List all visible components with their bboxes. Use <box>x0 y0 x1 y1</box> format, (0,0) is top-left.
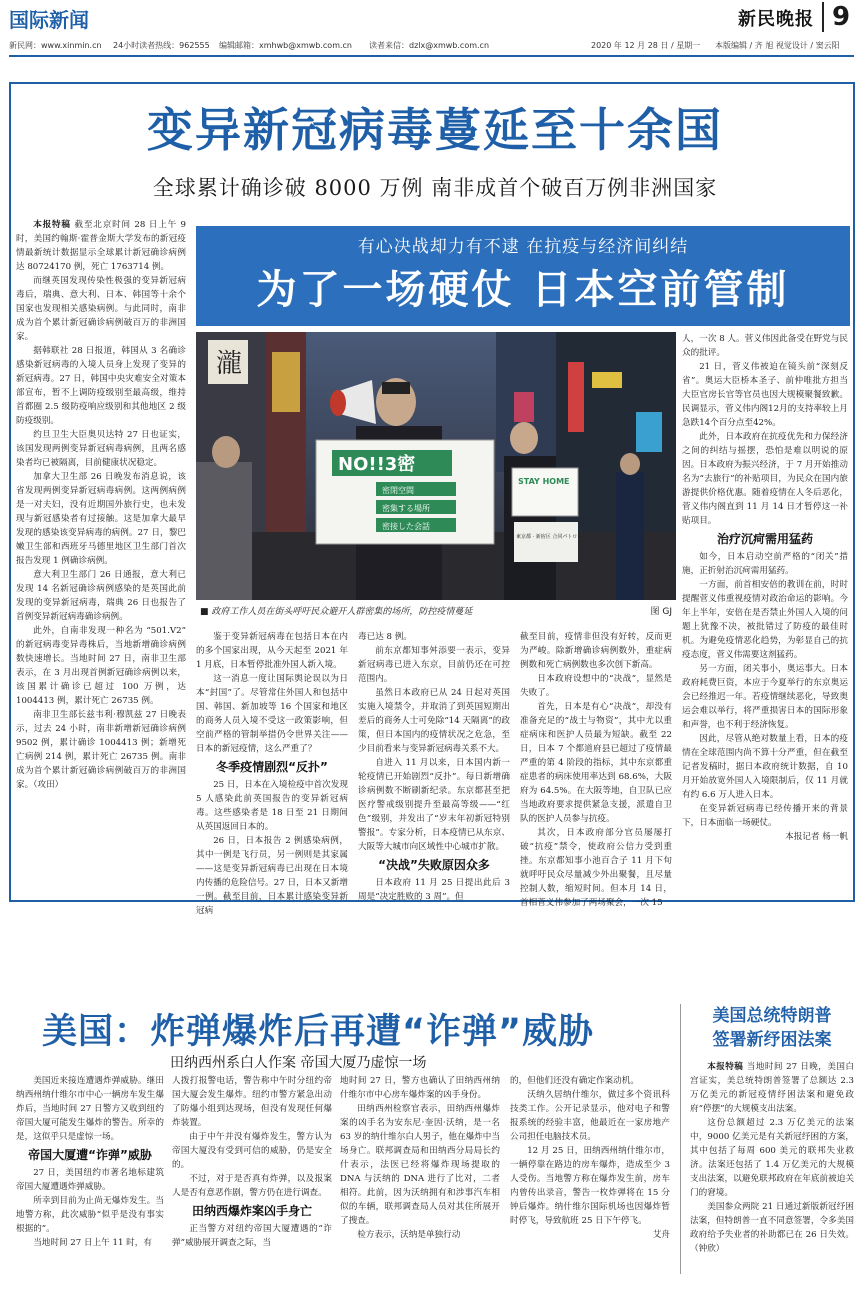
paragraph: 鉴于变异新冠病毒在包括日本在内的多个国家出现，从今天起至 2021 年 1 月底，日本暂停批准外国人新入境。 <box>196 632 348 670</box>
kicker: 本报特稿 <box>707 1062 747 1072</box>
paragraph: 的，但他们还没有确定作案动机。 <box>510 1076 639 1086</box>
paragraph: 虽然日本政府已从 24 日起对英国实施入境禁令，并取消了到英国短期出差后的商务人士可免除“14 天隔离”的政策，但日本国内的疫情状况之危急，至少目前看来与变异新冠病毒关系不大。 <box>358 688 510 754</box>
photo-caption-bar <box>196 602 676 618</box>
bottom-column-1 <box>16 1074 164 1274</box>
paragraph: 正当警方对纽约帝国大厦遭遇的“诈弹”威胁展开调查之际，当 <box>172 1224 332 1248</box>
subheading: “决战”失败原因众多 <box>378 858 490 872</box>
paragraph: 美国参众两院 21 日通过新版新冠纾困法案，但特朗普一直不同意签署，令多美国政府给予失业者的补助都已在 26 日失效。（钟欣） <box>690 1202 854 1254</box>
main-subheadline: 全球累计确诊破 8000 万例 南非成首个破百万例非洲国家 <box>152 176 718 200</box>
website-text: 新民网：www.xinmin.cn <box>9 41 102 50</box>
paragraph: 日本政府 11 月 25 日提出此后 3 周是“决定胜败的 3 周”。但 <box>358 878 510 902</box>
paragraph: 南非卫生部长兹韦利·穆凯兹 27 日晚表示，过去 24 小时，南非新增新冠确诊病例 9502 例，累计确诊 1004413 例；新增死亡病例 214 例，累计死亡 26735 例。南非成为首个累计新冠确诊病例破百万的非洲国家。（攻田） <box>16 710 186 790</box>
paragraph: 田纳西州检察官表示，田纳西州爆炸案的凶手名为安东尼·奎因·沃纳，是一名 63 岁的纳什维尔白人男子，他在爆炸中当场身亡。联邦调查局和田纳西分局局长约什表示，法医已经将爆炸现场提取的 DNA 与沃纳的 DNA 进行了比对，二者相符。此前，因为沃纳拥有和涉事汽车相似的车辆，联邦调查局人员对其住所展开了搜查。 <box>340 1104 500 1226</box>
side-headline-line-1: 美国总统特朗普 <box>712 1006 832 1026</box>
bottom-headline: 美国：炸弹爆炸后再遭“诈弹”威胁 <box>42 1012 595 1052</box>
page-number: 9 <box>822 2 850 32</box>
subheading: 帝国大厦遭“诈弹”威胁 <box>28 1148 152 1162</box>
paragraph: 人，一次 8 人。菅义伟因此备受在野党与民众的批评。 <box>682 334 848 358</box>
bottom-column-3 <box>340 1074 500 1274</box>
section-title: 国际新闻 <box>9 8 89 32</box>
paragraph: 前东京都知事舛添要一表示，变异新冠病毒已进入东京，目前仍还在可控范围内。 <box>358 646 510 684</box>
paragraph: 由于中午并没有爆炸发生，警方认为帝国大厦没有受到可信的威胁，仍是安全的。 <box>172 1132 332 1170</box>
paragraph: 其次，日本政府部分官员屡屡打破“抗疫”禁令，使政府公信力受到重挫。东京都知事小池百合子 11 月下旬就呼吁民众尽量减少外出聚餐，且尽量控制人数，缩短时间。但本月 14 日，首相菅义伟参加了两场聚会，一次 15 <box>520 828 672 908</box>
paragraph: 所幸到目前为止尚无爆炸发生。当地警方称，此次威胁“似乎是没有事实根据的”。 <box>16 1196 164 1234</box>
byline: 本报记者 杨一帆 <box>785 832 848 842</box>
paragraph: 如今，日本启动空前严格的“闭关”措施，正折射治沉疴需用猛药。 <box>682 552 848 576</box>
side-headline-line-2: 签署新纾困法案 <box>712 1030 832 1050</box>
japan-column-2 <box>358 630 510 900</box>
paragraph: 这一消息一度让国际舆论误以为日本“封国”了。尽管常住外国人和包括中国、韩国、新加坡等 16 个国家和地区的商务人员入境不受这一政策影响，但空前严格的管制举措仍令世界关注——日本的新冠疫情，这么严重了？ <box>196 674 348 754</box>
photo-sign-line-3: 密接した会話 <box>382 522 430 531</box>
paragraph: 在变异新冠病毒已经传播开来的背景下，日本面临一场硬仗。 <box>682 804 848 828</box>
editors-text: 本版编辑 / 齐 旭 视觉设计 / 窦云阳 <box>715 41 840 50</box>
street-photo <box>196 332 676 600</box>
photo-small-sign-sub: 東京都 · 新宿区 合同パトロール <box>516 534 588 540</box>
paragraph: 27 日，美国纽约市著名地标建筑帝国大厦遭遇炸弹威胁。 <box>16 1168 164 1192</box>
subheading: 田纳西爆炸案凶手身亡 <box>191 1204 312 1218</box>
paragraph-text: 截至北京时间 28 日上午 9 时，美国约翰斯·霍普金斯大学发布的新冠疫情最新统计数据显示全球累计新冠确诊病例达 80724170 例，死亡 1763714 例。 <box>16 220 186 272</box>
banner-kicker: 有心决战却力有不逮 在抗疫与经济间纠结 <box>357 237 689 257</box>
japan-column-3 <box>520 630 672 908</box>
paragraph: 当地时间 27 日上午 11 时，有 <box>33 1238 152 1248</box>
paragraph: 检方表示，沃纳是单独行动 <box>357 1230 461 1240</box>
paragraph: 25 日，日本在入境检疫中首次发现 5 人感染此前英国报告的变异新冠病毒。这些感染者是 18 日至 21 日期间从英国返回日本的。 <box>196 780 348 832</box>
side-column <box>690 1060 854 1274</box>
paragraph <box>16 218 186 274</box>
paragraph <box>690 1060 854 1116</box>
paragraph: 沃纳久居纳什维尔，做过多个资讯科技类工作。公开记录显示，他对电子和警报系统的经验丰富，他最近在一家房地产公司担任电脑技术员。 <box>510 1090 670 1142</box>
paragraph: 意大利卫生部门 26 日通报，意大利已发现 14 名新冠确诊病例感染的是英国此前发现的变异新冠病毒，瑞典 26 日也报告了首例变异新冠病毒确诊病例。 <box>16 570 186 622</box>
photo-sign-line-1: 密閉空間 <box>382 486 414 495</box>
date-text: 2020 年 12 月 28 日 / 星期一 <box>591 41 701 50</box>
japan-column-1 <box>196 630 348 916</box>
photo-small-sign: STAY HOME <box>518 477 570 486</box>
paragraph: 美国近来接连遭遇炸弹威胁。继田纳西州纳什维尔市中心一辆房车发生爆炸后，当地时间 27 日警方又收到纽约帝国大厦可能发生爆炸的警告。所幸的是，这似乎只是虚惊一场。 <box>16 1076 164 1142</box>
info-line <box>9 40 854 54</box>
paragraph: 此外，自南非发现一种名为 “501.V2” 的新冠病毒变异毒株后，当地新增确诊病例数快速增长。当地时间 27 日，南非卫生部表示，在 3 月出现首例新冠确诊病例以来，该国累计确诊已超过 100 万例，达 1004413 例，累计死亡 26735 例。 <box>16 626 186 706</box>
reader-mail-text: 读者来信：dzlx@xmwb.com.cn <box>369 41 490 50</box>
paragraph: 日本政府设想中的“决战”，显然是失败了。 <box>520 674 672 698</box>
paragraph: 自进入 11 月以来，日本国内新一轮疫情已开始剧烈“反扑”。每日新增确诊病例数不断刷新纪录。东京都甚至把医疗警戒级别提升至最高等级——“红色”级别，并发出了“岁末年初新冠特别警报”。专家分析，日本疫情已从东京、大阪等大城市向区域性中心城市扩散。 <box>358 758 510 852</box>
paragraph: 据韩联社 28 日报道，韩国从 3 名确诊感染新冠病毒的入境人员身上发现了变异的新冠病毒。27 日，韩国中央灾难安全对策本部宣布，暂不上调防疫级别至最高级，维持首都圈 2.5 级防疫响应级别和其他地区 2 级防疫级别。 <box>16 346 186 426</box>
paper-logo: 新民晚报 <box>738 9 814 30</box>
street-photo-illustration <box>196 332 676 600</box>
editor-mail-text: 编辑邮箱：xmhwb@xmwb.com.cn <box>219 41 353 50</box>
paragraph: 截至目前，疫情非但没有好转，反而更为严峻。除新增确诊病例数外，重症病例数和死亡病例数也多次创下新高。 <box>520 632 672 670</box>
paragraph: 一方面，前首相安倍的教训在前，时时提醒菅义伟重视疫情对政治命运的影响。今年上半年，安倍在是否禁止外国人入境的问题上犹豫不决，被批错过了防疫的最佳时机。为避免疫情恶化趋势，为彰显自己的抗疫态度，菅义伟需要这剂猛药。 <box>682 580 848 660</box>
bottom-subheadline: 田纳西州系白人作案 帝国大厦乃虚惊一场 <box>170 1055 427 1071</box>
main-headline: 变异新冠病毒蔓延至十余国 <box>147 103 723 157</box>
bottom-column-4 <box>510 1074 670 1274</box>
paragraph-text: 当地时间 27 日晚，美国白宫证实，美总统特朗普签署了总额达 2.3 万亿美元的新冠疫情纾困法案和避免政府“停摆”的大规模支出法案。 <box>690 1062 854 1114</box>
main-right-column <box>682 332 848 898</box>
banner-title: 为了一场硬仗 日本空前管制 <box>256 267 790 313</box>
bottom-column-2 <box>172 1074 332 1302</box>
paragraph: 26 日，日本报告 2 例感染病例，其中一例是飞行员，另一例则是其家属——这是变异新冠病毒已出现在日本境内传播的危险信号。27 日，日本又新增一例。截至目前，日本累计感染变异新冠病 <box>196 836 348 916</box>
byline: 艾舟 <box>652 1230 670 1240</box>
photo-caption: ■ 政府工作人员在街头呼吁民众避开人群密集的场所，防控疫情蔓延 <box>200 607 473 617</box>
photo-sign-headline: NO!!3密 <box>338 454 416 475</box>
paragraph: 不过，对于是否真有炸弹，以及报案人是否有意恶作剧，警方仍在进行调查。 <box>172 1174 332 1198</box>
paragraph: 21 日，菅义伟被迫在镜头前“深刻反省”。奥运大臣桥本圣子、前仲唯批方担当大臣官房长官等官员也因大规模聚餐致歉。民调显示，菅义伟内阁12月的支持率较上月急跌14个百分点至42%。 <box>682 362 848 428</box>
paragraph: 12 月 25 日，田纳西州纳什维尔市，一辆停靠在路边的房车爆炸，造成至少 3 人受伤。当地警方称在爆炸发生前，房车内曾传出录音，警告一枚炸弹将在 15 分钟后爆炸。纳什维尔国际机场也因爆炸暂时停飞，导致航班 25 日下午停飞。 <box>510 1146 670 1226</box>
photo-credit: 图 GJ <box>650 607 672 617</box>
paragraph: 因此，尽管从绝对数量上看，日本的疫情在全球范围内尚不算十分严重，但在截至记者发稿时，据日本政府统计数据，自 10 月开始放宽外国人入境限制后，仅 11 月就有约 6.6 万人进入日本。 <box>682 734 848 800</box>
side-divider <box>680 1004 681 1274</box>
top-rule <box>9 55 854 57</box>
paragraph: 毒已达 8 例。 <box>358 632 412 642</box>
subheading: 治疗沉疴需用猛药 <box>716 532 813 546</box>
paragraph: 而继英国发现传染性极强的变异新冠病毒后，瑞典、意大利、日本、韩国等十余个国家也发现相关感染病例。与此同时，南非成为首个累计新冠确诊病例破百万的非洲国家。 <box>16 276 186 342</box>
subheading: 冬季疫情剧烈“反扑” <box>216 760 328 774</box>
storefront-sign: 瀧 <box>216 349 243 379</box>
hotline-text: 24小时读者热线：962555 <box>113 41 210 50</box>
paragraph: 约旦卫生大臣奥贝达特 27 日也证实，该国发现两例变异新冠病毒病例，且两名感染者均已被隔离，目前健康状况稳定。 <box>16 430 186 468</box>
japan-banner <box>196 226 850 326</box>
paragraph: 人拨打报警电话，警告称中午时分纽约帝国大厦会发生爆炸。纽约市警方紧急出动了防爆小组到达现场，但没有发现任何爆炸装置。 <box>172 1076 332 1128</box>
kicker: 本报特稿 <box>33 220 75 230</box>
paragraph: 加拿大卫生部 26 日晚发布消息说，该省发现两例变异新冠病毒病例。这两例病例是一对夫妇，没有近期国外旅行史，也未发现与新冠感染者有过接触。这是加拿大最早发现的感染该变异病毒的病例。27 日，黎巴嫩卫生部和西班牙马德里地区卫生部门首次报告发现 1 例确诊病例。 <box>16 472 186 566</box>
main-left-column <box>16 218 186 894</box>
paragraph: 首先，日本是有心“决战”，却没有准备充足的“战士与物资”，其中尤以重症病床和医护人员最为短缺。截至 22 日，日本 7 个都道府县已超过了疫情最严重的第 4 阶段的指标，其中东京都重症患者的病床使用率达到 68.6%，大阪府为 64.5%。在大阪等地，自卫队已应当地政府要求提供紧急支援，派遣自卫队的医护人员参与抗疫。 <box>520 702 672 824</box>
side-headline <box>690 1004 854 1052</box>
masthead <box>0 0 862 38</box>
paragraph: 这份总额超过 2.3 万亿美元的法案中，9000 亿美元是有关新冠纾困的方案，其中包括了每周 600 美元的联邦失业救济。法案还包括了 1.4 万亿美元的大规模支出法案，以避免联邦政府在年底前被迫关门的窘境。 <box>690 1118 854 1198</box>
paragraph: 地时间 27 日，警方也确认了田纳西州纳什维尔市中心房车爆炸案的凶手身份。 <box>340 1076 500 1100</box>
photo-sign-line-2: 密集する場所 <box>382 504 430 513</box>
paragraph: 此外，日本政府在抗疫优先和力保经济之间的纠结与摇摆，恐怕是难以明说的原因。日本政府为振兴经济，于 7 月开始推动名为“去旅行”的补贴项目，为民众在国内旅游提供价格优惠。随着疫情在人冬后恶化，菅义伟内阁直到 11 月 14 日才暂停这一补贴项目。 <box>682 432 848 526</box>
paragraph: 另一方面，闭关事小，奥运事大。日本政府耗费巨资，本应于今夏举行的东京奥运会已经推迟一年。若疫情继续恶化，导致奥运会难以举行，将严重损害日本的国际形象和声誉，也不利于经济恢复。 <box>682 664 848 730</box>
